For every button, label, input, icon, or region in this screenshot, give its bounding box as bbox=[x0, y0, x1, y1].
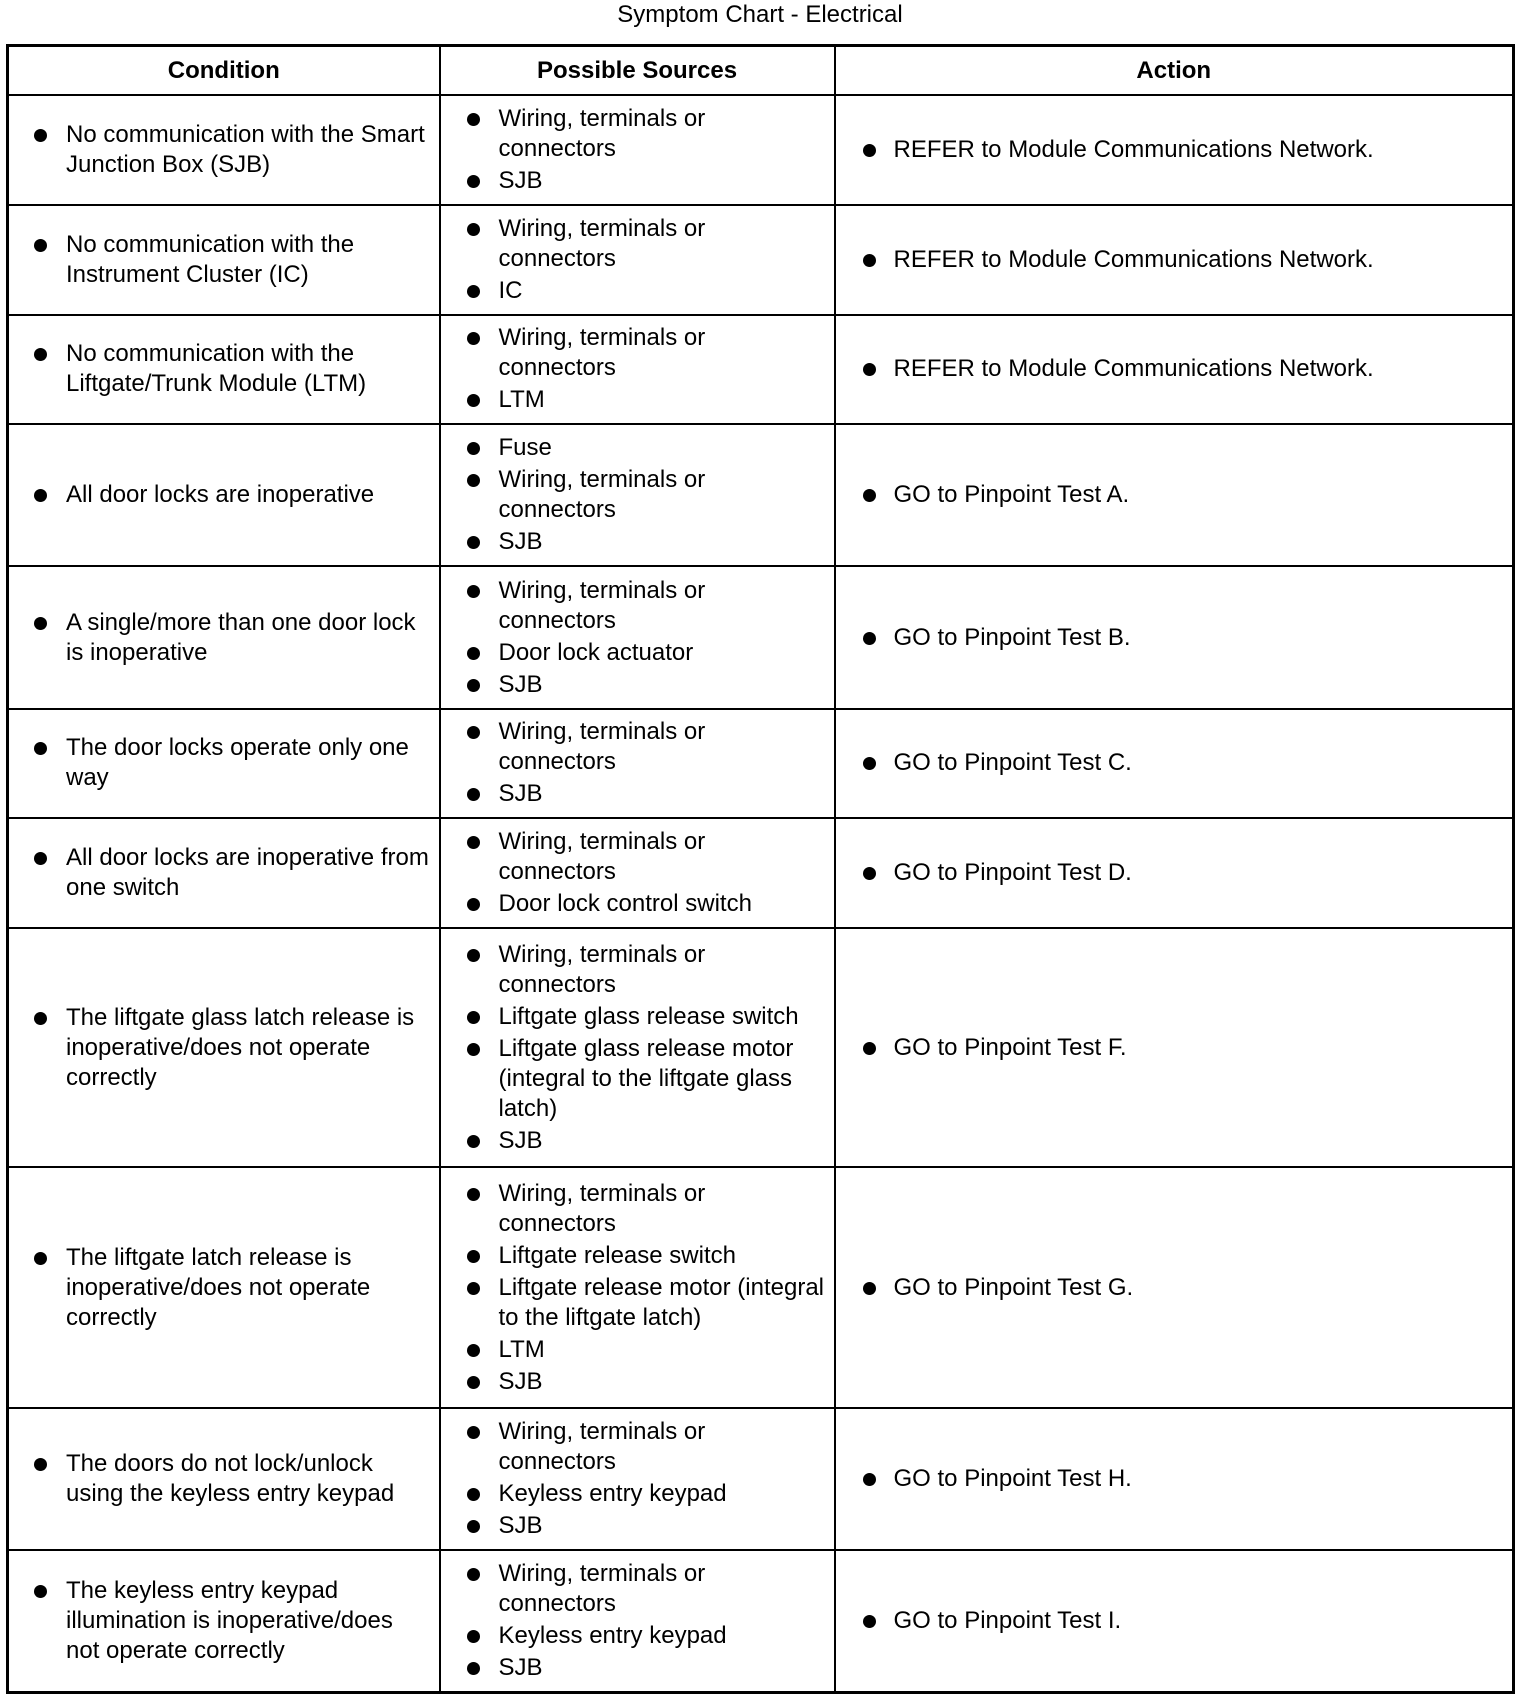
item-text: Wiring, terminals or connectors bbox=[498, 214, 706, 272]
header-possible-sources: Possible Sources bbox=[440, 46, 835, 96]
item-text: Wiring, terminals or connectors bbox=[498, 828, 706, 886]
sources-cell bbox=[440, 928, 835, 1167]
bullet-icon bbox=[34, 239, 47, 252]
list-item bbox=[836, 354, 1513, 384]
bullet-list bbox=[441, 433, 834, 557]
bullet-icon bbox=[34, 1012, 47, 1025]
list-item bbox=[441, 889, 834, 919]
condition-cell bbox=[8, 566, 440, 708]
list-item bbox=[441, 576, 834, 636]
item-text: Keyless entry keypad bbox=[498, 1480, 727, 1508]
item-text: GO to Pinpoint Test A. bbox=[893, 481, 1130, 509]
bullet-icon bbox=[467, 536, 480, 549]
bullet-icon bbox=[467, 726, 480, 739]
list-item bbox=[9, 480, 439, 510]
bullet-icon bbox=[467, 1011, 480, 1024]
bullet-list bbox=[9, 1449, 439, 1509]
item-text: Door lock actuator bbox=[498, 638, 694, 666]
bullet-list bbox=[836, 1033, 1513, 1063]
list-item bbox=[9, 608, 439, 668]
list-item bbox=[441, 1417, 834, 1477]
action-cell bbox=[835, 1408, 1514, 1550]
bullet-icon bbox=[467, 1376, 480, 1389]
table-row bbox=[8, 424, 1514, 566]
list-item bbox=[441, 1335, 834, 1365]
bullet-icon bbox=[467, 679, 480, 692]
list-item bbox=[441, 1479, 834, 1509]
item-text: Wiring, terminals or connectors bbox=[498, 1179, 706, 1237]
list-item bbox=[836, 245, 1513, 275]
item-text: SJB bbox=[498, 528, 543, 556]
condition-cell bbox=[8, 1550, 440, 1692]
item-text: Wiring, terminals or connectors bbox=[498, 466, 706, 524]
condition-cell bbox=[8, 1167, 440, 1408]
bullet-icon bbox=[467, 474, 480, 487]
bullet-list bbox=[441, 1179, 834, 1397]
bullet-icon bbox=[863, 1042, 876, 1055]
bullet-list bbox=[9, 1243, 439, 1333]
action-cell bbox=[835, 709, 1514, 819]
sources-cell bbox=[440, 424, 835, 566]
bullet-icon bbox=[34, 1585, 47, 1598]
list-item bbox=[9, 1449, 439, 1509]
action-cell bbox=[835, 315, 1514, 425]
list-item bbox=[836, 1606, 1513, 1636]
item-text: Wiring, terminals or connectors bbox=[498, 576, 706, 634]
bullet-icon bbox=[467, 1568, 480, 1581]
item-text: Keyless entry keypad bbox=[498, 1622, 727, 1650]
item-text: All door locks are inoperative from one switch bbox=[66, 844, 429, 902]
sources-cell bbox=[440, 1167, 835, 1408]
list-item bbox=[9, 1576, 439, 1666]
bullet-list bbox=[441, 1417, 834, 1541]
list-item bbox=[441, 638, 834, 668]
item-text: Wiring, terminals or connectors bbox=[498, 324, 706, 382]
list-item bbox=[441, 1367, 834, 1397]
bullet-icon bbox=[467, 442, 480, 455]
item-text: All door locks are inoperative bbox=[66, 481, 375, 509]
header-action: Action bbox=[835, 46, 1514, 96]
item-text: REFER to Module Communications Network. bbox=[893, 245, 1374, 273]
list-item bbox=[441, 104, 834, 164]
table-row bbox=[8, 315, 1514, 425]
table-row bbox=[8, 1550, 1514, 1692]
bullet-icon bbox=[467, 585, 480, 598]
item-text: SJB bbox=[498, 780, 543, 808]
list-item bbox=[441, 1002, 834, 1032]
bullet-list bbox=[836, 1464, 1513, 1494]
bullet-icon bbox=[467, 1250, 480, 1263]
item-text: The keyless entry keypad illumination is inoperative/does not operate correctly bbox=[66, 1577, 393, 1665]
list-item bbox=[836, 1464, 1513, 1494]
list-item bbox=[441, 1034, 834, 1124]
action-cell bbox=[835, 95, 1514, 205]
item-text: GO to Pinpoint Test H. bbox=[893, 1465, 1132, 1493]
table-row bbox=[8, 1408, 1514, 1550]
bullet-list bbox=[9, 120, 439, 180]
bullet-icon bbox=[467, 394, 480, 407]
bullet-list bbox=[836, 1606, 1513, 1636]
condition-cell bbox=[8, 205, 440, 315]
bullet-icon bbox=[863, 757, 876, 770]
bullet-icon bbox=[34, 617, 47, 630]
list-item bbox=[441, 1559, 834, 1619]
list-item bbox=[441, 779, 834, 809]
bullet-icon bbox=[34, 489, 47, 502]
bullet-list bbox=[441, 323, 834, 415]
list-item bbox=[441, 1273, 834, 1333]
item-text: LTM bbox=[498, 1335, 545, 1363]
sources-cell bbox=[440, 95, 835, 205]
item-text: Liftgate glass release motor (integral to the liftgate glass latch) bbox=[498, 1034, 794, 1122]
item-text: SJB bbox=[498, 1126, 543, 1154]
bullet-icon bbox=[34, 742, 47, 755]
item-text: Wiring, terminals or connectors bbox=[498, 104, 706, 162]
bullet-list bbox=[836, 135, 1513, 165]
item-text: SJB bbox=[498, 1367, 543, 1395]
item-text: Liftgate release motor (integral to the liftgate latch) bbox=[498, 1273, 824, 1331]
list-item bbox=[441, 1621, 834, 1651]
item-text: GO to Pinpoint Test G. bbox=[893, 1273, 1134, 1301]
list-item bbox=[9, 1243, 439, 1333]
bullet-list bbox=[836, 623, 1513, 653]
list-item bbox=[836, 480, 1513, 510]
list-item bbox=[836, 858, 1513, 888]
list-item bbox=[441, 527, 834, 557]
bullet-icon bbox=[34, 852, 47, 865]
item-text: Door lock control switch bbox=[498, 890, 752, 918]
table-row bbox=[8, 566, 1514, 708]
bullet-icon bbox=[34, 129, 47, 142]
bullet-list bbox=[836, 748, 1513, 778]
bullet-icon bbox=[863, 1282, 876, 1295]
bullet-icon bbox=[467, 1282, 480, 1295]
list-item bbox=[9, 733, 439, 793]
header-condition: Condition bbox=[8, 46, 440, 96]
list-item bbox=[441, 1179, 834, 1239]
list-item bbox=[441, 1241, 834, 1271]
list-item bbox=[441, 276, 834, 306]
item-text: GO to Pinpoint Test I. bbox=[893, 1607, 1122, 1635]
item-text: REFER to Module Communications Network. bbox=[893, 135, 1374, 163]
bullet-list bbox=[9, 733, 439, 793]
bullet-list bbox=[9, 480, 439, 510]
table-row bbox=[8, 709, 1514, 819]
bullet-list bbox=[441, 827, 834, 919]
bullet-icon bbox=[467, 1344, 480, 1357]
sources-cell bbox=[440, 818, 835, 928]
bullet-icon bbox=[863, 1615, 876, 1628]
condition-cell bbox=[8, 818, 440, 928]
bullet-icon bbox=[467, 285, 480, 298]
bullet-list bbox=[836, 1273, 1513, 1303]
action-cell bbox=[835, 424, 1514, 566]
condition-cell bbox=[8, 928, 440, 1167]
item-text: GO to Pinpoint Test C. bbox=[893, 749, 1132, 777]
bullet-icon bbox=[34, 1252, 47, 1265]
bullet-icon bbox=[467, 175, 480, 188]
bullet-list bbox=[836, 858, 1513, 888]
item-text: Wiring, terminals or connectors bbox=[498, 1418, 706, 1476]
bullet-icon bbox=[467, 332, 480, 345]
bullet-icon bbox=[467, 223, 480, 236]
list-item bbox=[836, 1273, 1513, 1303]
item-text: The liftgate glass latch release is inoperative/does not operate correctly bbox=[66, 1003, 415, 1091]
bullet-icon bbox=[467, 1188, 480, 1201]
bullet-icon bbox=[863, 144, 876, 157]
bullet-list bbox=[836, 354, 1513, 384]
item-text: Liftgate glass release switch bbox=[498, 1002, 799, 1030]
item-text: LTM bbox=[498, 386, 545, 414]
item-text: The door locks operate only one way bbox=[66, 734, 409, 792]
item-text: GO to Pinpoint Test B. bbox=[893, 623, 1131, 651]
bullet-list bbox=[836, 245, 1513, 275]
list-item bbox=[441, 385, 834, 415]
item-text: GO to Pinpoint Test F. bbox=[893, 1033, 1127, 1061]
bullet-list bbox=[441, 1559, 834, 1683]
sources-cell bbox=[440, 1408, 835, 1550]
list-item bbox=[9, 120, 439, 180]
bullet-icon bbox=[863, 254, 876, 267]
list-item bbox=[441, 214, 834, 274]
item-text: SJB bbox=[498, 1654, 543, 1682]
item-text: REFER to Module Communications Network. bbox=[893, 355, 1374, 383]
action-cell bbox=[835, 566, 1514, 708]
sources-cell bbox=[440, 566, 835, 708]
bullet-list bbox=[9, 230, 439, 290]
chart-body bbox=[8, 95, 1514, 1693]
bullet-list bbox=[9, 843, 439, 903]
bullet-icon bbox=[467, 113, 480, 126]
list-item bbox=[441, 323, 834, 383]
sources-cell bbox=[440, 205, 835, 315]
bullet-list bbox=[9, 1576, 439, 1666]
bullet-list bbox=[441, 104, 834, 196]
bullet-icon bbox=[863, 1473, 876, 1486]
item-text: Wiring, terminals or connectors bbox=[498, 940, 706, 998]
list-item bbox=[9, 230, 439, 290]
table-row bbox=[8, 205, 1514, 315]
item-text: IC bbox=[498, 276, 523, 304]
bullet-icon bbox=[467, 1630, 480, 1643]
list-item bbox=[9, 339, 439, 399]
bullet-list bbox=[9, 1003, 439, 1093]
action-cell bbox=[835, 1550, 1514, 1692]
list-item bbox=[441, 1126, 834, 1156]
sources-cell bbox=[440, 315, 835, 425]
table-row bbox=[8, 818, 1514, 928]
bullet-icon bbox=[467, 949, 480, 962]
bullet-icon bbox=[863, 363, 876, 376]
item-text: Wiring, terminals or connectors bbox=[498, 1560, 706, 1618]
item-text: The doors do not lock/unlock using the keyless entry keypad bbox=[66, 1450, 395, 1508]
list-item bbox=[441, 670, 834, 700]
condition-cell bbox=[8, 1408, 440, 1550]
header-row bbox=[8, 46, 1514, 96]
bullet-icon bbox=[467, 836, 480, 849]
action-cell bbox=[835, 818, 1514, 928]
bullet-list bbox=[9, 608, 439, 668]
bullet-icon bbox=[467, 1426, 480, 1439]
action-cell bbox=[835, 928, 1514, 1167]
list-item bbox=[441, 717, 834, 777]
bullet-icon bbox=[34, 1458, 47, 1471]
bullet-icon bbox=[34, 348, 47, 361]
list-item bbox=[441, 940, 834, 1000]
chart-title: Symptom Chart - Electrical bbox=[617, 1, 903, 28]
list-item bbox=[836, 1033, 1513, 1063]
bullet-list bbox=[441, 576, 834, 700]
sources-cell bbox=[440, 709, 835, 819]
bullet-icon bbox=[467, 1488, 480, 1501]
bullet-icon bbox=[467, 788, 480, 801]
item-text: SJB bbox=[498, 670, 543, 698]
bullet-list bbox=[441, 214, 834, 306]
condition-cell bbox=[8, 95, 440, 205]
list-item bbox=[441, 465, 834, 525]
list-item bbox=[441, 1653, 834, 1683]
item-text: Wiring, terminals or connectors bbox=[498, 718, 706, 776]
item-text: GO to Pinpoint Test D. bbox=[893, 859, 1132, 887]
list-item bbox=[441, 827, 834, 887]
action-cell bbox=[835, 205, 1514, 315]
item-text: No communication with the Liftgate/Trunk Module (LTM) bbox=[66, 340, 367, 398]
list-item bbox=[9, 843, 439, 903]
item-text: Liftgate release switch bbox=[498, 1241, 736, 1269]
list-item bbox=[836, 623, 1513, 653]
bullet-list bbox=[9, 339, 439, 399]
item-text: Fuse bbox=[498, 434, 552, 462]
bullet-icon bbox=[467, 647, 480, 660]
item-text: No communication with the Instrument Cluster (IC) bbox=[66, 230, 355, 288]
item-text: The liftgate latch release is inoperative/does not operate correctly bbox=[66, 1243, 371, 1331]
condition-cell bbox=[8, 709, 440, 819]
sources-cell bbox=[440, 1550, 835, 1692]
item-text: A single/more than one door lock is inoperative bbox=[66, 608, 416, 666]
condition-cell bbox=[8, 424, 440, 566]
bullet-icon bbox=[863, 632, 876, 645]
item-text: SJB bbox=[498, 166, 543, 194]
bullet-icon bbox=[863, 489, 876, 502]
bullet-icon bbox=[467, 1520, 480, 1533]
bullet-icon bbox=[863, 867, 876, 880]
action-cell bbox=[835, 1167, 1514, 1408]
list-item bbox=[441, 166, 834, 196]
bullet-icon bbox=[467, 898, 480, 911]
table-row bbox=[8, 928, 1514, 1167]
symptom-chart-table bbox=[6, 44, 1515, 1694]
list-item bbox=[441, 1511, 834, 1541]
bullet-icon bbox=[467, 1043, 480, 1056]
list-item bbox=[441, 433, 834, 463]
bullet-list bbox=[441, 717, 834, 809]
bullet-icon bbox=[467, 1135, 480, 1148]
item-text: No communication with the Smart Junction Box (SJB) bbox=[66, 120, 425, 178]
bullet-list bbox=[836, 480, 1513, 510]
table-row bbox=[8, 1167, 1514, 1408]
table-row bbox=[8, 95, 1514, 205]
list-item bbox=[836, 135, 1513, 165]
bullet-list bbox=[441, 940, 834, 1156]
bullet-icon bbox=[467, 1662, 480, 1675]
condition-cell bbox=[8, 315, 440, 425]
list-item bbox=[9, 1003, 439, 1093]
item-text: SJB bbox=[498, 1512, 543, 1540]
list-item bbox=[836, 748, 1513, 778]
